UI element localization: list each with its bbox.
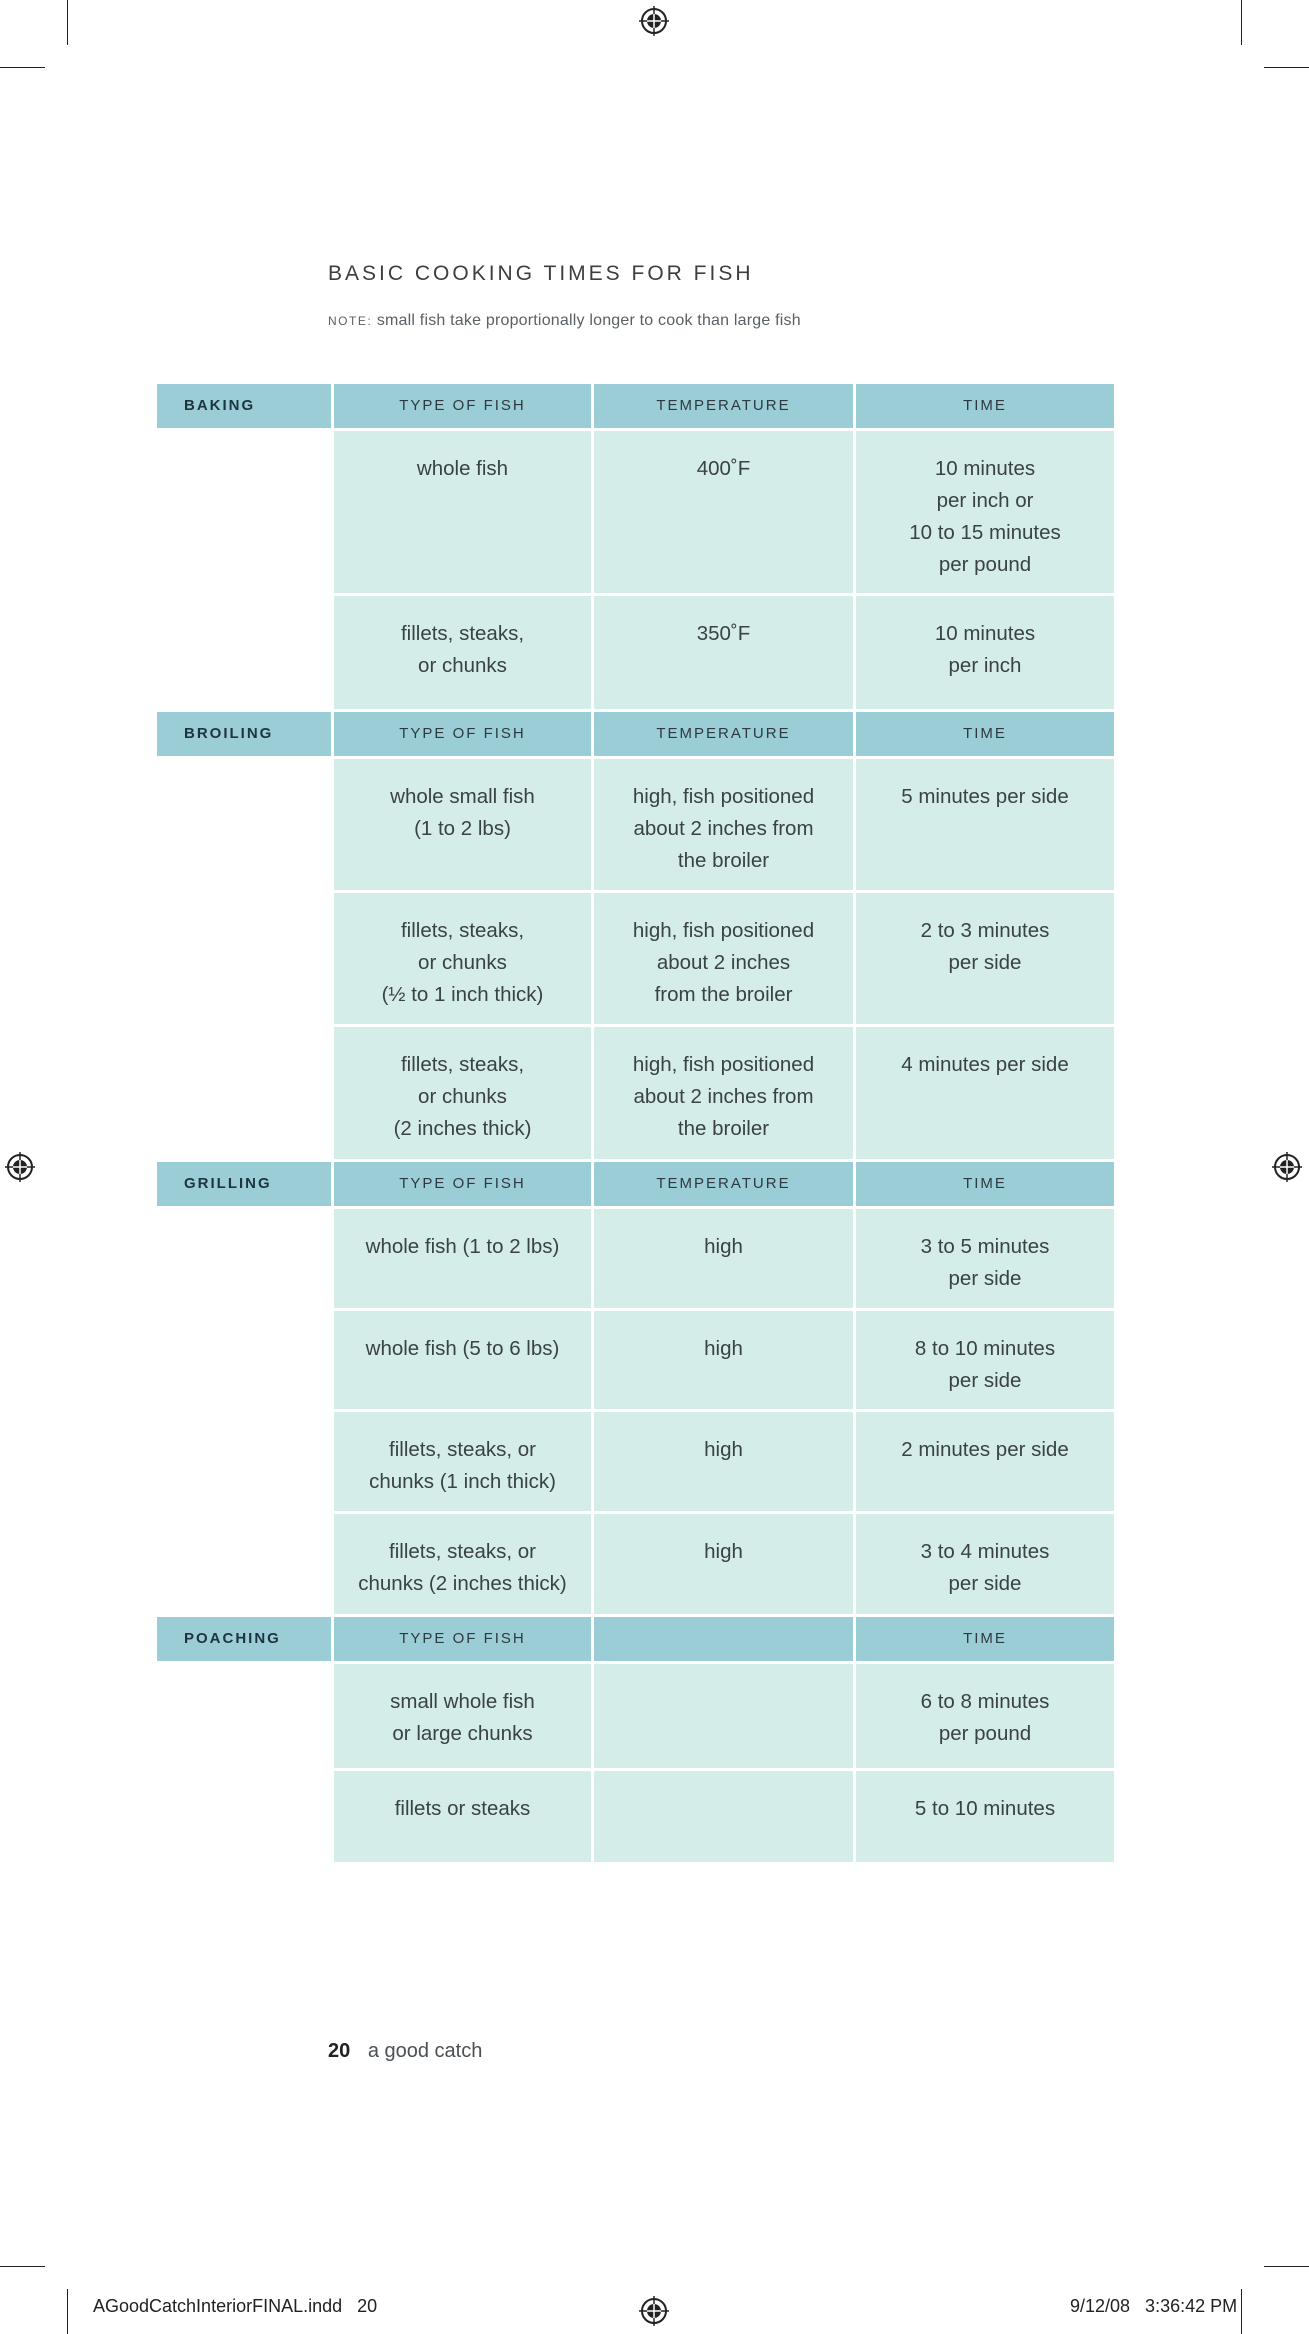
crop-mark: [0, 67, 45, 68]
cell-temperature: high: [591, 1311, 853, 1409]
cell-time: 8 to 10 minutes per side: [853, 1311, 1114, 1409]
method-label: GRILLING: [184, 1175, 272, 1192]
cell-type: fillets, steaks, or chunks: [331, 596, 591, 709]
crop-mark: [1264, 67, 1309, 68]
registration-mark-icon: [1272, 1152, 1302, 1182]
column-header-time: TIME: [853, 1617, 1114, 1661]
cell-type: whole fish (1 to 2 lbs): [331, 1209, 591, 1308]
table-row: [157, 1311, 1114, 1409]
cell-type: small whole fish or large chunks: [331, 1664, 591, 1768]
cell-type: whole fish (5 to 6 lbs): [331, 1311, 591, 1409]
cell-temperature: high: [591, 1412, 853, 1511]
column-header-type: TYPE OF FISH: [331, 1162, 591, 1206]
table-row: [157, 596, 1114, 709]
cell-temperature: 400˚F: [591, 431, 853, 593]
registration-mark-icon: [5, 1152, 35, 1182]
table-row: [157, 1412, 1114, 1511]
cell-time: 4 minutes per side: [853, 1027, 1114, 1159]
crop-mark: [1241, 0, 1242, 45]
crop-mark: [0, 2266, 45, 2267]
note-text: small fish take proportionally longer to cook than large fish: [376, 312, 801, 329]
cell-type: fillets or steaks: [331, 1771, 591, 1862]
page-title: BASIC COOKING TIMES FOR FISH: [328, 262, 754, 285]
empty-cell: [157, 893, 331, 1024]
cell-temperature: 350˚F: [591, 596, 853, 709]
slug-file-name: AGoodCatchInteriorFINAL.indd 20: [93, 2296, 378, 2316]
empty-cell: [157, 1771, 331, 1862]
cell-temperature: high, fish positioned about 2 inches from the broiler: [591, 1027, 853, 1159]
section-header-baking: [157, 384, 1114, 428]
cell-time: 5 to 10 minutes: [853, 1771, 1114, 1862]
column-header-temperature: TEMPERATURE: [591, 712, 853, 756]
cell-time: 6 to 8 minutes per pound: [853, 1664, 1114, 1768]
page-footer: [328, 2040, 482, 2063]
cell-temperature: high: [591, 1514, 853, 1614]
cell-temperature: high, fish positioned about 2 inches from the broiler: [591, 893, 853, 1024]
cell-type: fillets, steaks, or chunks (1 inch thick): [331, 1412, 591, 1511]
section-header-grilling: [157, 1162, 1114, 1206]
empty-cell: [157, 431, 331, 593]
cell-type: whole fish: [331, 431, 591, 593]
column-header-temperature: TEMPERATURE: [591, 1162, 853, 1206]
registration-mark-icon: [639, 6, 669, 36]
cell-time: 3 to 4 minutes per side: [853, 1514, 1114, 1614]
column-header-time: TIME: [853, 1162, 1114, 1206]
table-row: [157, 893, 1114, 1024]
note: [328, 312, 801, 330]
cooking-times-table: [157, 384, 1114, 1865]
page-number: 20: [328, 2040, 351, 2062]
column-header-temperature: [591, 1617, 853, 1661]
table-row: [157, 1771, 1114, 1862]
crop-mark: [1264, 2266, 1309, 2267]
cell-temperature: [591, 1664, 853, 1768]
cell-temperature: high, fish positioned about 2 inches from the broiler: [591, 759, 853, 890]
note-label: NOTE:: [328, 314, 373, 328]
cell-type: fillets, steaks, or chunks (½ to 1 inch thick): [331, 893, 591, 1024]
table-row: [157, 1209, 1114, 1308]
table-row: [157, 1664, 1114, 1768]
crop-mark: [1241, 2289, 1242, 2334]
empty-cell: [157, 596, 331, 709]
empty-cell: [157, 1311, 331, 1409]
column-header-type: TYPE OF FISH: [331, 712, 591, 756]
column-header-type: TYPE OF FISH: [331, 1617, 591, 1661]
table-row: [157, 1027, 1114, 1159]
cell-time: 3 to 5 minutes per side: [853, 1209, 1114, 1308]
slug-date: 9/12/08 3:36:42 PM: [1070, 2296, 1238, 2316]
column-header-type: TYPE OF FISH: [331, 384, 591, 428]
cell-time: 10 minutes per inch: [853, 596, 1114, 709]
cell-time: 2 minutes per side: [853, 1412, 1114, 1511]
table-row: [157, 431, 1114, 593]
cell-type: fillets, steaks, or chunks (2 inches thick): [331, 1514, 591, 1614]
empty-cell: [157, 759, 331, 890]
method-label: BROILING: [184, 725, 274, 742]
method-label: POACHING: [184, 1630, 281, 1647]
column-header-time: TIME: [853, 384, 1114, 428]
cell-type: whole small fish (1 to 2 lbs): [331, 759, 591, 890]
column-header-time: TIME: [853, 712, 1114, 756]
empty-cell: [157, 1209, 331, 1308]
crop-mark: [67, 0, 68, 45]
empty-cell: [157, 1027, 331, 1159]
cell-time: 5 minutes per side: [853, 759, 1114, 890]
method-label: BAKING: [184, 397, 256, 414]
cell-time: 10 minutes per inch or 10 to 15 minutes per pound: [853, 431, 1114, 593]
table-row: [157, 1514, 1114, 1614]
cell-time: 2 to 3 minutes per side: [853, 893, 1114, 1024]
empty-cell: [157, 1514, 331, 1614]
empty-cell: [157, 1664, 331, 1768]
empty-cell: [157, 1412, 331, 1511]
column-header-temperature: TEMPERATURE: [591, 384, 853, 428]
cell-temperature: [591, 1771, 853, 1862]
section-header-broiling: [157, 712, 1114, 756]
table-row: [157, 759, 1114, 890]
cell-type: fillets, steaks, or chunks (2 inches thick): [331, 1027, 591, 1159]
cell-temperature: high: [591, 1209, 853, 1308]
book-title: a good catch: [367, 2040, 483, 2062]
crop-mark: [67, 2289, 68, 2334]
registration-mark-icon: [639, 2296, 669, 2326]
section-header-poaching: [157, 1617, 1114, 1661]
